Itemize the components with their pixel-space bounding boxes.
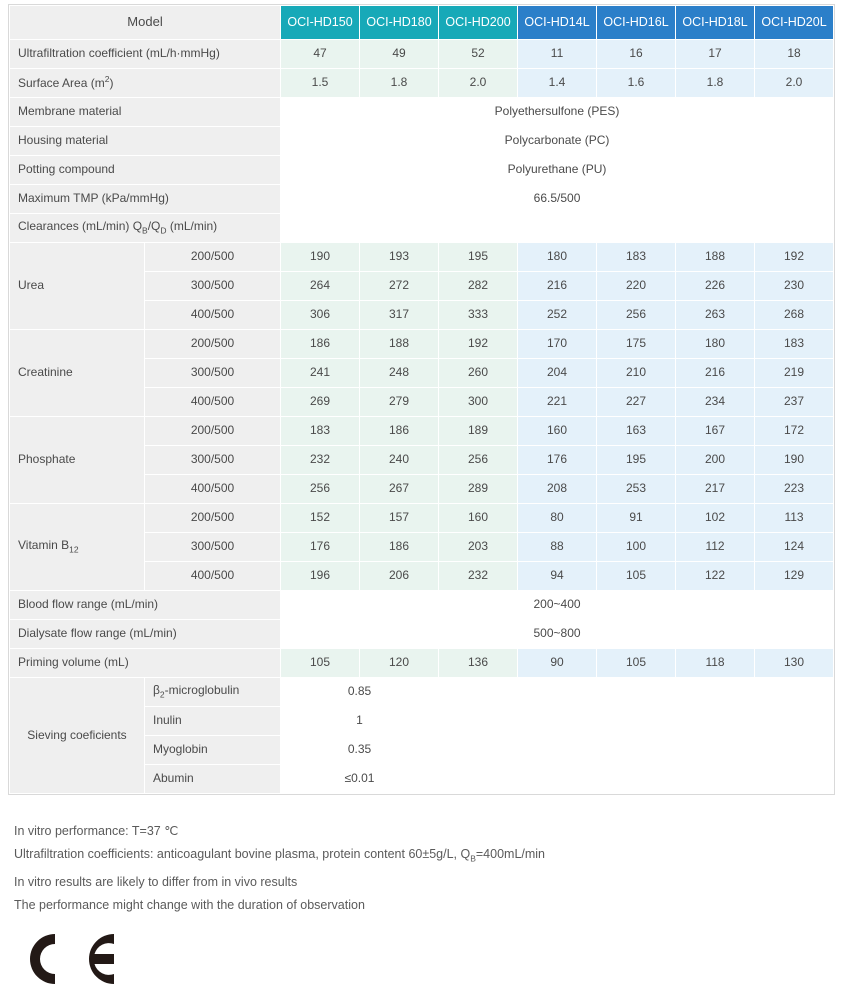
cell-pv-hd180: 120 <box>360 649 438 677</box>
sieving-value-inulin: 1 <box>281 707 438 735</box>
cell-pv-hd16l: 105 <box>597 649 675 677</box>
clearances-text-end: (mL/min) <box>166 218 218 233</box>
cell-phos-200-hd16l: 163 <box>597 417 675 445</box>
sieving-item-b2-microglobulin <box>145 678 280 706</box>
table-row <box>10 330 833 358</box>
ce-mark-icon <box>14 928 124 990</box>
table-row <box>10 127 833 155</box>
cell-b12-200-hd150: 152 <box>281 504 359 532</box>
cell-phos-300-hd18l: 200 <box>676 446 754 474</box>
row-label-dialysate-flow-range: Dialysate flow range (mL/min) <box>10 620 280 648</box>
row-label-membrane-material: Membrane material <box>10 98 280 126</box>
cell-sa-hd180: 1.8 <box>360 69 438 97</box>
cell-uf-hd150: 47 <box>281 40 359 68</box>
cell-phos-200-hd20l: 172 <box>755 417 833 445</box>
cell-b12-200-hd200: 160 <box>439 504 517 532</box>
footnote-in-vitro-results: In vitro results are likely to differ from in vivo results <box>14 874 298 889</box>
clearance-substance-vitamin-b12 <box>10 504 144 590</box>
sieving-item-myoglobin: Myoglobin <box>145 736 280 764</box>
vitamin-b-text: Vitamin B <box>18 537 70 552</box>
clearances-sub-b: B <box>142 225 148 236</box>
cell-urea-200-hd14l: 180 <box>518 243 596 271</box>
cell-urea-300-hd14l: 216 <box>518 272 596 300</box>
cell-b12-300-hd20l: 124 <box>755 533 833 561</box>
footnote-uf-text-end: =400mL/min <box>475 847 546 861</box>
sieving-blank <box>439 707 833 735</box>
cell-phos-300-hd150: 232 <box>281 446 359 474</box>
cell-pv-hd14l: 90 <box>518 649 596 677</box>
cell-phos-200-hd150: 183 <box>281 417 359 445</box>
cell-sa-hd14l: 1.4 <box>518 69 596 97</box>
cell-b12-400-hd16l: 105 <box>597 562 675 590</box>
cell-b12-400-hd200: 232 <box>439 562 517 590</box>
cell-uf-hd180: 49 <box>360 40 438 68</box>
sieving-item-inulin: Inulin <box>145 707 280 735</box>
row-label-housing-material: Housing material <box>10 127 280 155</box>
cell-creat-200-hd180: 188 <box>360 330 438 358</box>
table-row <box>10 620 833 648</box>
table-row <box>10 504 833 532</box>
table-row <box>10 678 833 706</box>
clearance-flow-rate: 300/500 <box>145 359 280 387</box>
cell-phos-300-hd16l: 195 <box>597 446 675 474</box>
cell-urea-400-hd16l: 256 <box>597 301 675 329</box>
header-col-oci-hd200: OCI-HD200 <box>439 6 517 39</box>
surface-area-text-end: ) <box>109 76 114 91</box>
cell-b12-400-hd14l: 94 <box>518 562 596 590</box>
table-row <box>10 156 833 184</box>
cell-creat-200-hd16l: 175 <box>597 330 675 358</box>
cell-creat-400-hd14l: 221 <box>518 388 596 416</box>
cell-pv-hd200: 136 <box>439 649 517 677</box>
table-row <box>10 185 833 213</box>
cell-creat-400-hd180: 279 <box>360 388 438 416</box>
cell-pv-hd20l: 130 <box>755 649 833 677</box>
clearance-flow-rate: 200/500 <box>145 243 280 271</box>
header-col-oci-hd16l: OCI-HD16L <box>597 6 675 39</box>
cell-creat-300-hd16l: 210 <box>597 359 675 387</box>
header-col-oci-hd150: OCI-HD150 <box>281 6 359 39</box>
sieving-blank <box>439 736 833 764</box>
cell-uf-hd200: 52 <box>439 40 517 68</box>
cell-urea-400-hd14l: 252 <box>518 301 596 329</box>
cell-urea-200-hd200: 195 <box>439 243 517 271</box>
footnote-ultrafiltration-coefficients <box>14 843 814 871</box>
cell-clearances-header-blank <box>281 214 833 242</box>
cell-phos-200-hd180: 186 <box>360 417 438 445</box>
cell-urea-300-hd150: 264 <box>281 272 359 300</box>
row-label-sieving-coefficients: Sieving coeficients <box>10 678 144 793</box>
product-specification-table <box>8 4 835 795</box>
cell-blood-flow-value: 200~400 <box>281 591 833 619</box>
cell-urea-400-hd18l: 263 <box>676 301 754 329</box>
cell-uf-hd20l: 18 <box>755 40 833 68</box>
footnotes <box>14 820 814 917</box>
cell-urea-200-hd16l: 183 <box>597 243 675 271</box>
clearances-text: Clearances (mL/min) Q <box>18 218 143 233</box>
clearance-flow-rate: 300/500 <box>145 533 280 561</box>
clearances-text-mid: /Q <box>147 218 161 233</box>
sieving-value-abumin: ≤0.01 <box>281 765 438 793</box>
row-label-blood-flow-range: Blood flow range (mL/min) <box>10 591 280 619</box>
table-row <box>10 591 833 619</box>
clearance-flow-rate: 400/500 <box>145 301 280 329</box>
surface-area-text: Surface Area (m <box>18 76 105 91</box>
cell-b12-300-hd200: 203 <box>439 533 517 561</box>
cell-sa-hd150: 1.5 <box>281 69 359 97</box>
sieving-blank <box>439 765 833 793</box>
cell-creat-400-hd200: 300 <box>439 388 517 416</box>
cell-creat-300-hd20l: 219 <box>755 359 833 387</box>
row-label-priming-volume: Priming volume (mL) <box>10 649 280 677</box>
row-label-clearances-header <box>10 214 280 242</box>
cell-b12-400-hd18l: 122 <box>676 562 754 590</box>
beta-text-end: -microglobulin <box>164 682 240 697</box>
clearance-flow-rate: 200/500 <box>145 504 280 532</box>
footnote-uf-text: Ultrafiltration coefficients: anticoagulant bovine plasma, protein content 60±5g/L, Q <box>14 847 471 861</box>
beta-subscript: 2 <box>159 689 165 700</box>
cell-phos-400-hd14l: 208 <box>518 475 596 503</box>
cell-uf-hd16l: 16 <box>597 40 675 68</box>
cell-b12-200-hd180: 157 <box>360 504 438 532</box>
sieving-blank <box>439 678 833 706</box>
row-label-ultrafiltration: Ultrafiltration coefficient (mL/h·mmHg) <box>10 40 280 68</box>
beta-text: β <box>153 682 160 697</box>
clearance-flow-rate: 400/500 <box>145 388 280 416</box>
table-header-row <box>10 6 833 39</box>
header-col-oci-hd180: OCI-HD180 <box>360 6 438 39</box>
cell-creat-200-hd20l: 183 <box>755 330 833 358</box>
cell-creat-300-hd150: 241 <box>281 359 359 387</box>
cell-creat-200-hd150: 186 <box>281 330 359 358</box>
row-label-surface-area <box>10 69 280 97</box>
table-row <box>10 98 833 126</box>
cell-creat-300-hd18l: 216 <box>676 359 754 387</box>
cell-urea-400-hd150: 306 <box>281 301 359 329</box>
cell-phos-400-hd180: 267 <box>360 475 438 503</box>
cell-urea-300-hd180: 272 <box>360 272 438 300</box>
cell-creat-300-hd180: 248 <box>360 359 438 387</box>
header-col-oci-hd14l: OCI-HD14L <box>518 6 596 39</box>
cell-phos-200-hd14l: 160 <box>518 417 596 445</box>
cell-sa-hd20l: 2.0 <box>755 69 833 97</box>
cell-phos-400-hd18l: 217 <box>676 475 754 503</box>
clearance-flow-rate: 200/500 <box>145 330 280 358</box>
cell-potting-compound-value: Polyurethane (PU) <box>281 156 833 184</box>
table-row <box>10 243 833 271</box>
clearances-sub-d: D <box>160 225 167 236</box>
cell-urea-300-hd16l: 220 <box>597 272 675 300</box>
clearance-substance-urea: Urea <box>10 243 144 329</box>
cell-phos-200-hd18l: 167 <box>676 417 754 445</box>
cell-dialysate-flow-value: 500~800 <box>281 620 833 648</box>
footnote-uf-subscript: B <box>470 853 476 864</box>
cell-pv-hd18l: 118 <box>676 649 754 677</box>
sieving-item-abumin: Abumin <box>145 765 280 793</box>
clearance-flow-rate: 300/500 <box>145 272 280 300</box>
cell-phos-300-hd14l: 176 <box>518 446 596 474</box>
cell-phos-400-hd20l: 223 <box>755 475 833 503</box>
cell-creat-300-hd200: 260 <box>439 359 517 387</box>
cell-creat-200-hd200: 192 <box>439 330 517 358</box>
cell-b12-200-hd14l: 80 <box>518 504 596 532</box>
cell-b12-300-hd16l: 100 <box>597 533 675 561</box>
cell-b12-400-hd20l: 129 <box>755 562 833 590</box>
cell-pv-hd150: 105 <box>281 649 359 677</box>
surface-area-superscript: 2 <box>104 74 110 85</box>
cell-phos-200-hd200: 189 <box>439 417 517 445</box>
cell-urea-200-hd150: 190 <box>281 243 359 271</box>
cell-phos-400-hd200: 289 <box>439 475 517 503</box>
cell-b12-400-hd150: 196 <box>281 562 359 590</box>
table-row <box>10 69 833 97</box>
cell-b12-300-hd180: 186 <box>360 533 438 561</box>
cell-urea-300-hd20l: 230 <box>755 272 833 300</box>
row-label-maximum-tmp: Maximum TMP (kPa/mmHg) <box>10 185 280 213</box>
cell-b12-200-hd16l: 91 <box>597 504 675 532</box>
footnote-performance-duration: The performance might change with the duration of observation <box>14 897 365 912</box>
cell-creat-400-hd150: 269 <box>281 388 359 416</box>
clearance-substance-creatinine: Creatinine <box>10 330 144 416</box>
cell-b12-300-hd18l: 112 <box>676 533 754 561</box>
cell-creat-200-hd18l: 180 <box>676 330 754 358</box>
cell-sa-hd200: 2.0 <box>439 69 517 97</box>
row-label-potting-compound: Potting compound <box>10 156 280 184</box>
cell-b12-400-hd180: 206 <box>360 562 438 590</box>
cell-creat-300-hd14l: 204 <box>518 359 596 387</box>
cell-sa-hd16l: 1.6 <box>597 69 675 97</box>
cell-urea-300-hd200: 282 <box>439 272 517 300</box>
cell-urea-400-hd180: 317 <box>360 301 438 329</box>
cell-housing-material-value: Polycarbonate (PC) <box>281 127 833 155</box>
cell-creat-400-hd20l: 237 <box>755 388 833 416</box>
table-row <box>10 40 833 68</box>
cell-uf-hd14l: 11 <box>518 40 596 68</box>
cell-maximum-tmp-value: 66.5/500 <box>281 185 833 213</box>
cell-membrane-material-value: Polyethersulfone (PES) <box>281 98 833 126</box>
cell-phos-400-hd150: 256 <box>281 475 359 503</box>
cell-phos-300-hd180: 240 <box>360 446 438 474</box>
ce-mark <box>14 928 124 990</box>
cell-urea-200-hd180: 193 <box>360 243 438 271</box>
cell-phos-300-hd20l: 190 <box>755 446 833 474</box>
clearance-flow-rate: 200/500 <box>145 417 280 445</box>
cell-uf-hd18l: 17 <box>676 40 754 68</box>
clearance-flow-rate: 400/500 <box>145 562 280 590</box>
cell-creat-400-hd18l: 234 <box>676 388 754 416</box>
cell-urea-300-hd18l: 226 <box>676 272 754 300</box>
cell-b12-200-hd20l: 113 <box>755 504 833 532</box>
cell-phos-300-hd200: 256 <box>439 446 517 474</box>
clearance-flow-rate: 300/500 <box>145 446 280 474</box>
cell-b12-300-hd150: 176 <box>281 533 359 561</box>
footnote-in-vitro-performance: In vitro performance: T=37 ℃ <box>14 824 179 838</box>
clearance-substance-phosphate: Phosphate <box>10 417 144 503</box>
cell-b12-300-hd14l: 88 <box>518 533 596 561</box>
table-row <box>10 649 833 677</box>
sieving-value-b2-microglobulin: 0.85 <box>281 678 438 706</box>
cell-urea-400-hd20l: 268 <box>755 301 833 329</box>
cell-urea-200-hd20l: 192 <box>755 243 833 271</box>
sieving-value-myoglobin: 0.35 <box>281 736 438 764</box>
cell-b12-200-hd18l: 102 <box>676 504 754 532</box>
cell-sa-hd18l: 1.8 <box>676 69 754 97</box>
cell-urea-400-hd200: 333 <box>439 301 517 329</box>
table-row <box>10 417 833 445</box>
table-row <box>10 214 833 242</box>
cell-creat-200-hd14l: 170 <box>518 330 596 358</box>
cell-creat-400-hd16l: 227 <box>597 388 675 416</box>
header-model: Model <box>10 6 280 39</box>
table-body <box>10 6 833 793</box>
header-col-oci-hd18l: OCI-HD18L <box>676 6 754 39</box>
cell-phos-400-hd16l: 253 <box>597 475 675 503</box>
clearance-flow-rate: 400/500 <box>145 475 280 503</box>
cell-urea-200-hd18l: 188 <box>676 243 754 271</box>
vitamin-b-subscript: 12 <box>69 544 79 555</box>
header-col-oci-hd20l: OCI-HD20L <box>755 6 833 39</box>
